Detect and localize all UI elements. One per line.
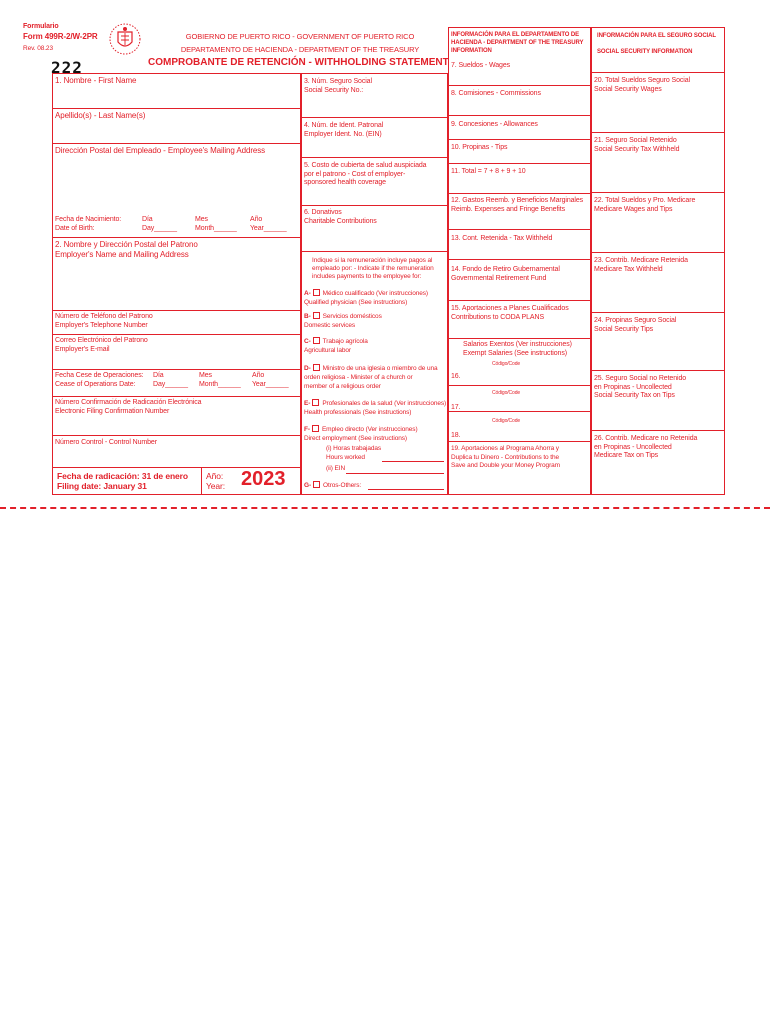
option-f-ein-field[interactable]: (ii) EIN — [326, 465, 346, 472]
exempt-17-field[interactable]: 17. — [451, 404, 461, 411]
first-name-field[interactable]: 1. Nombre - First Name — [55, 76, 137, 85]
code-label-18: Código/Code — [492, 418, 521, 424]
option-g[interactable]: G- Otros-Others: — [304, 482, 362, 489]
birth-day-field[interactable]: Día Day______ — [142, 216, 177, 232]
medicare-wages-field[interactable]: 22. Total Sueldos y Pro. Medicare Medicare Wages and Tips — [594, 197, 696, 213]
employer-phone-field[interactable]: Número de Teléfono del Patrono Employer's Telephone Number — [55, 313, 153, 329]
option-a-checkbox[interactable] — [313, 289, 320, 296]
form-revision: Rev. 08.23 — [23, 45, 53, 52]
ss-tips-field[interactable]: 24. Propinas Seguro Social Social Security Tips — [594, 317, 677, 333]
tax-year: 2023 — [241, 468, 286, 490]
birth-date-label: Fecha de Nacimiento: Date of Birth: — [55, 216, 122, 232]
option-d[interactable]: D- Ministro de una iglesia o miembro de una orden religiosa - Minister of a church or member of a religious order — [304, 365, 438, 390]
government-heading: GOBIERNO DE PUERTO RICO - GOVERNMENT OF PUERTO RICO DEPARTAMENTO DE HACIENDA - DEPARTMENT OF THE TREASURY — [180, 32, 420, 54]
retirement-fund-field[interactable]: 14. Fondo de Retiro Gubernamental Governmental Retirement Fund — [451, 266, 560, 282]
ss-wages-field[interactable]: 20. Total Sueldos Seguro Social Social Security Wages — [594, 77, 691, 93]
code-label-17: Código/Code — [492, 390, 521, 396]
employer-email-field[interactable]: Correo Electrónico del Patrono Employer's E-mail — [55, 337, 148, 353]
birth-year-field[interactable]: Año Year______ — [250, 216, 287, 232]
ssa-header-english: SOCIAL SECURITY INFORMATION — [597, 49, 693, 55]
allowances-field[interactable]: 9. Concesiones - Allowances — [451, 121, 538, 128]
efile-confirmation-field[interactable]: Número Confirmación de Radicación Electrónica Electronic Filing Confirmation Number — [55, 399, 202, 415]
exempt-18-field[interactable]: 18. — [451, 432, 461, 439]
medicare-tax-withheld-field[interactable]: 23. Contrib. Medicare Retenida Medicare Tax Withheld — [594, 257, 688, 273]
employee-address-field[interactable]: Dirección Postal del Empleado - Employee's Mailing Address — [55, 146, 266, 155]
control-number-field[interactable]: Número Control - Control Number — [55, 439, 157, 446]
option-c-checkbox[interactable] — [313, 337, 320, 344]
cease-year-field[interactable]: Año Year______ — [252, 372, 289, 388]
ein-field[interactable]: 4. Núm. de Ident. Patronal Employer Ident. No. (EIN) — [304, 122, 384, 138]
uncollected-medicare-tax-field[interactable]: 26. Contrib. Medicare no Retenida en Propinas - Uncollected Medicare Tax on Tips — [594, 435, 698, 459]
commissions-field[interactable]: 8. Comisiones - Commissions — [451, 90, 541, 97]
code-label-16: Código/Code — [492, 361, 521, 367]
cease-day-field[interactable]: Día Day______ — [153, 372, 188, 388]
cut-line — [0, 507, 770, 509]
option-a[interactable]: A- Médico cualificado (Ver instrucciones) Qualified physician (See instructions) — [304, 290, 428, 306]
health-coverage-field[interactable]: 5. Costo de cubierta de salud auspiciada por el patrono - Cost of employer- sponsored health coverage — [304, 162, 427, 186]
reimbursed-expenses-field[interactable]: 12. Gastos Reemb. y Beneficios Marginales Reimb. Expenses and Fringe Benefits — [451, 197, 584, 213]
treasury-header: INFORMACIÓN PARA EL DEPARTAMENTO DE HACIENDA - DEPARTMENT OF THE TREASURY INFORMATION — [451, 32, 584, 54]
exempt-16-field[interactable]: 16. — [451, 373, 461, 380]
option-e[interactable]: E- Profesionales de la salud (Ver instrucciones) Health professionals (See instructions) — [304, 400, 447, 416]
ssn-field[interactable]: 3. Núm. Seguro Social Social Security No.: — [304, 78, 372, 94]
total-field[interactable]: 11. Total = 7 + 8 + 9 + 10 — [451, 168, 526, 175]
wages-field[interactable]: 7. Sueldos - Wages — [451, 62, 511, 69]
option-b-checkbox[interactable] — [313, 312, 320, 319]
option-f[interactable]: F- Empleo directo (Ver instrucciones) Direct employment (See instructions) — [304, 426, 418, 442]
control-code: 222 — [51, 58, 83, 77]
formulario-label: Formulario — [23, 23, 59, 30]
save-double-program-field[interactable]: 19. Aportaciones al Programa Ahorra y Duplica tu Dinero - Contributions to the Save and Double your Money Program — [451, 445, 560, 469]
exempt-salaries-label: Salarios Exentos (Ver instrucciones) Exempt Salaries (See instructions) — [463, 341, 572, 357]
ssa-header: INFORMACIÓN PARA EL SEGURO SOCIAL — [597, 33, 716, 39]
option-d-checkbox[interactable] — [313, 364, 320, 371]
cease-date-label: Fecha Cese de Operaciones: Cease of Operations Date: — [55, 372, 144, 388]
option-e-checkbox[interactable] — [312, 399, 319, 406]
option-f-checkbox[interactable] — [312, 425, 319, 432]
employer-name-address-field[interactable]: 2. Nombre y Dirección Postal del Patrono Employer's Name and Mailing Address — [55, 240, 198, 259]
filing-date: Fecha de radicación: 31 de enero Filing date: January 31 — [57, 471, 188, 491]
birth-month-field[interactable]: Mes Month______ — [195, 216, 237, 232]
option-c[interactable]: C- Trabajo agrícola Agricultural labor — [304, 338, 368, 354]
tax-withheld-field[interactable]: 13. Cont. Retenida - Tax Withheld — [451, 235, 553, 242]
form-title: COMPROBANTE DE RETENCIÓN - WITHHOLDING STATEMENT — [148, 57, 449, 68]
ss-tax-withheld-field[interactable]: 21. Seguro Social Retenido Social Security Tax Withheld — [594, 137, 680, 153]
left-column — [52, 73, 301, 495]
year-label: Año: Year: — [206, 471, 226, 491]
tips-field[interactable]: 10. Propinas - Tips — [451, 144, 508, 151]
form-number: Form 499R-2/W-2PR — [23, 32, 98, 41]
last-name-field[interactable]: Apellido(s) - Last Name(s) — [55, 111, 146, 120]
remuneration-instructions: Indique si la remuneración incluye pagos al empleado por: - Indicate if the remuneration includes payments to the employee for: — [312, 257, 434, 280]
cease-month-field[interactable]: Mes Month______ — [199, 372, 241, 388]
uncollected-ss-tax-field[interactable]: 25. Seguro Social no Retenido en Propinas - Uncollected Social Security Tax on Tips — [594, 375, 687, 399]
coda-plans-field[interactable]: 15. Aportaciones a Planes Cualificados Contributions to CODA PLANS — [451, 305, 569, 321]
charitable-contributions-field[interactable]: 6. Donativos Charitable Contributions — [304, 209, 377, 225]
option-b[interactable]: B- Servicios domésticos Domestic services — [304, 313, 382, 329]
option-g-checkbox[interactable] — [313, 481, 320, 488]
treasury-seal-icon — [108, 22, 142, 58]
hours-worked-field[interactable]: (i) Horas trabajadas Hours worked — [326, 445, 382, 461]
